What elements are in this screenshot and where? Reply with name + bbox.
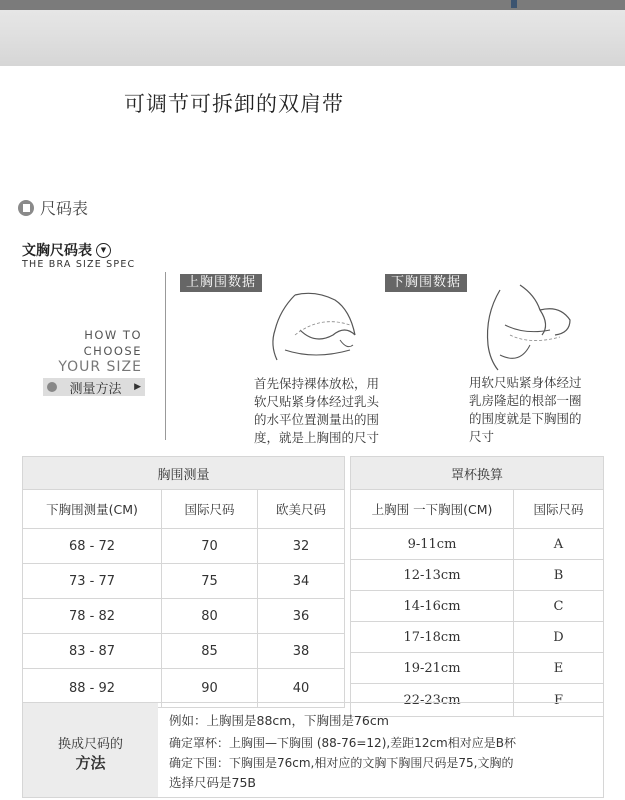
table-cell: 36 (258, 599, 345, 634)
banner-accent (511, 0, 517, 8)
table-cell: 9-11cm (351, 529, 514, 560)
chevron-down-icon: ▼ (96, 243, 111, 258)
table-cell: 38 (258, 634, 345, 669)
how-line-3: YOUR SIZE (58, 359, 142, 375)
measure-method-button[interactable] (43, 378, 145, 396)
table-cell: A (514, 529, 604, 560)
table-cell: 22-23cm (351, 684, 514, 717)
lower-desc-line: 的围度就是下胸围的 (469, 411, 582, 426)
table-cell: 12-13cm (351, 560, 514, 591)
bullet-icon (47, 382, 57, 392)
ruler-icon (18, 200, 34, 216)
table-header: 胸围测量 (23, 457, 345, 490)
table-cell: 90 (162, 669, 258, 708)
table-cell: 85 (162, 634, 258, 669)
upper-bust-tag: 上胸围数据 (180, 274, 262, 292)
table-cell: 40 (258, 669, 345, 708)
table-row (351, 622, 604, 653)
method-line: 选择尺码是75B (169, 775, 256, 790)
table-cell: 78 - 82 (23, 599, 162, 634)
measure-method-label: 测量方法 (69, 381, 122, 397)
table-cell: 80 (162, 599, 258, 634)
column-header: 国际尺码 (514, 490, 604, 529)
section-title-text: 尺码表 (40, 199, 89, 218)
method-line: 例如：上胸围是88cm，下胸围是76cm (169, 713, 389, 728)
table-cell: 19-21cm (351, 653, 514, 684)
under-bust-illustration (470, 275, 580, 375)
cup-conversion-table (350, 456, 604, 717)
table-row (23, 599, 345, 634)
under-bust-desc (469, 374, 582, 446)
table-cell: B (514, 560, 604, 591)
upper-desc-line: 软尺贴紧身体经过乳头 (254, 394, 380, 409)
table-cell: E (514, 653, 604, 684)
divider-line (165, 272, 166, 440)
table-cell: 73 - 77 (23, 564, 162, 599)
table-cell: D (514, 622, 604, 653)
table-cell: 75 (162, 564, 258, 599)
spec-title-text: 文胸尺码表 (22, 243, 92, 259)
lower-desc-line: 乳房隆起的根部一圈 (469, 393, 582, 408)
column-header: 下胸围测量(CM) (23, 490, 162, 529)
under-bust-tag: 下胸围数据 (385, 274, 467, 292)
table-cell: 83 - 87 (23, 634, 162, 669)
table-row (351, 529, 604, 560)
bust-measurement-table (22, 456, 345, 708)
upper-bust-desc (254, 375, 379, 447)
how-to-choose (36, 327, 142, 375)
method-line: 确定下围：下胸围是76cm,相对应的文胸下胸围尺码是75,文胸的 (169, 756, 514, 770)
play-arrow-icon: ▶ (134, 382, 141, 392)
how-line-2: CHOOSE (83, 344, 142, 358)
spec-title-cn (22, 240, 111, 260)
table-cell: C (514, 591, 604, 622)
table-cell: 70 (162, 529, 258, 564)
method-label-line1: 换成尺码的 (57, 737, 123, 752)
table-row (351, 653, 604, 684)
how-line-1: HOW TO (84, 328, 142, 342)
lower-desc-line: 用软尺贴紧身体经过 (469, 375, 582, 390)
table-cell: 17-18cm (351, 622, 514, 653)
table-row (351, 560, 604, 591)
column-header: 上胸围 一下胸围(CM) (351, 490, 514, 529)
upper-desc-line: 度，就是上胸围的尺寸 (254, 430, 380, 445)
column-header: 欧美尺码 (258, 490, 345, 529)
upper-desc-line: 首先保持裸体放松，用 (254, 376, 380, 391)
table-cell: F (514, 684, 604, 717)
method-label-cell (23, 703, 158, 797)
upper-desc-line: 的水平位置测量出的围 (254, 412, 380, 427)
table-row (23, 564, 345, 599)
lower-desc-line: 尺寸 (469, 429, 495, 444)
banner-dark-strip (0, 0, 625, 10)
upper-bust-illustration (255, 275, 375, 375)
table-cell: 34 (258, 564, 345, 599)
table-row (23, 634, 345, 669)
table-cell: 32 (258, 529, 345, 564)
spec-title-en: THE BRA SIZE SPEC (22, 259, 136, 270)
table-cell: 88 - 92 (23, 669, 162, 708)
headline: 可调节可拆卸的双肩带 (124, 92, 344, 116)
method-label-line2: 方法 (75, 754, 106, 772)
conversion-method-box (22, 702, 604, 798)
table-header: 罩杯换算 (351, 457, 604, 490)
table-cell: 14-16cm (351, 591, 514, 622)
method-line: 确定罩杯：上胸围—下胸围 (88-76=12),差距12cm相对应是B杯 (169, 736, 516, 750)
section-title (18, 196, 88, 219)
table-row (351, 591, 604, 622)
table-cell: 68 - 72 (23, 529, 162, 564)
top-banner-photo (0, 0, 625, 66)
column-header: 国际尺码 (162, 490, 258, 529)
table-row (23, 529, 345, 564)
